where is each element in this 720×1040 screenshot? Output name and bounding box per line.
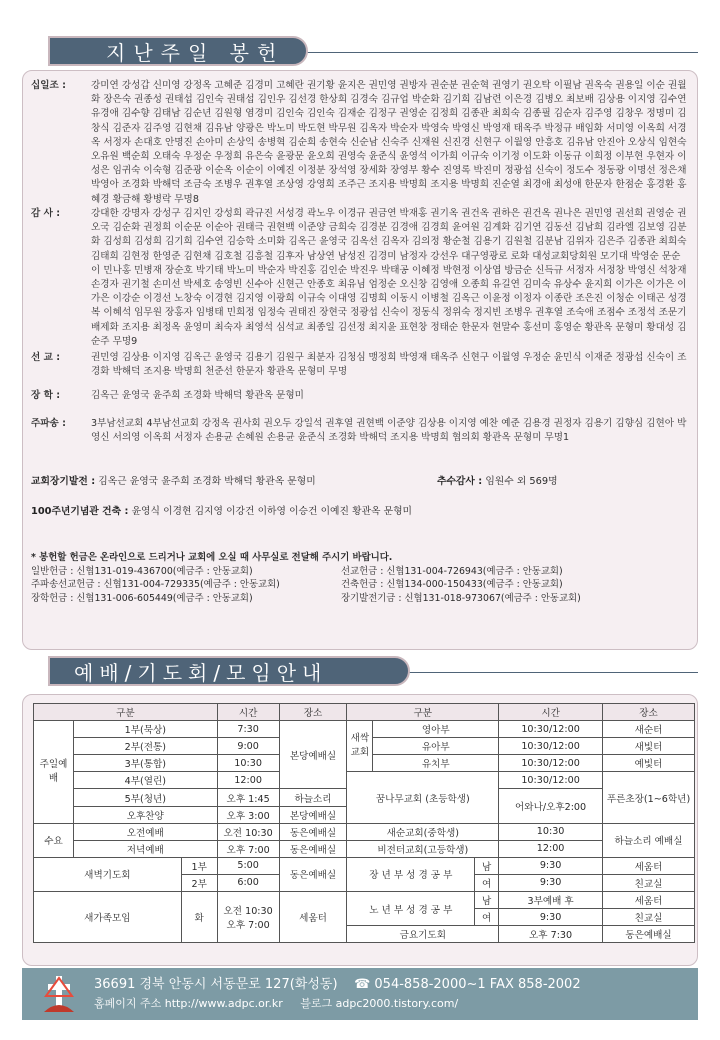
footer-contact <box>82 975 581 1013</box>
tithe-section <box>31 79 687 207</box>
dawn-part: 2부 <box>181 874 217 891</box>
church-logo-icon <box>22 968 82 1020</box>
footer-bar <box>22 968 698 1020</box>
schedule-panel <box>22 694 698 966</box>
service-time: 오후 3:00 <box>217 806 279 823</box>
dawn-prayer-label: 새벽기도회 <box>34 857 182 891</box>
sunday-worship-label: 주일예배 <box>34 721 74 824</box>
study-time: 3부예배 후 <box>499 892 603 909</box>
header-place: 장소 <box>279 704 347 721</box>
account-item: 선교헌금 : 신협131-004-726943(예금주 : 안동교회) <box>341 565 563 577</box>
dept-time: 12:00 <box>499 840 603 857</box>
dept-name: 유치부 <box>373 755 499 772</box>
tithe-label: 십일조 : <box>31 80 66 91</box>
tithe-names: 강미연 강성갑 신미영 강정옥 고혜준 김경미 고혜란 권기황 윤지은 권민영 권방자 권순분 권순혁 권영기 권오탁 이필남 권옥숙 권용일 이순 권월화 장은숙 권종성 권태섭 김인숙 권태섭 김인우 김선경 한상희 김경숙 김규업 박순화 김기희 김남련 이은경 김병오 최보배 김상용 이지영 김수연 유경애 김수향 김태남 김순년 김원형 염경미 김인숙 김인숙 김재순 김정구 권영순 김정희 김종관 최희숙 김종필 김순자 김주영 김창우 정명미 김창식 김준자 김주영 김현채 김유남 양광은 박노미 박도현 박무원 김옥자 박순자 박영숙 박영신 박영재 태옥주 박정규 배임화 서미영 이옥희 서경옥 서정자 손대호 안명진 손아미 손상익 송병혁 김순희 송현숙 신순남 신숙주 신재원 신진경 신현구 이월영 안흥호 김유남 안진아 오상식 임현숙 오유원 백순희 오태숙 우정순 우정희 유은숙 윤광문 윤오희 권영숙 윤준식 윤영석 이가희 이규숙 이기정 이도화 이동규 이희정 이부현 우현자 이성은 임귀숙 이숙형 김준광 이순옥 이순이 이예진 이정분 장석영 장세화 장영부 황수 진영록 박진미 정광섭 신숙이 정도수 정동광 이명선 정은채 박영아 조경화 박해덕 조금숙 조병우 권후열 조상영 강영희 조주근 조지용 박명희 조지용 박명희 진순열 최경애 최성애 한문자 한점순 홍경환 홍혜경 황금해 황병락 무명8 <box>91 80 687 205</box>
centennial-label: 100주년기념관 건축 : <box>31 506 129 517</box>
newcomer-place: 세움터 <box>279 892 347 943</box>
facility-line <box>31 475 687 489</box>
table-row <box>34 840 695 857</box>
schedule-section-title: 예배/기도회/모임안내 <box>48 656 410 686</box>
notice-head: * 봉헌할 헌금은 온라인으로 드리거나 교회에 오실 때 사무실로 전달해 주시기 바랍니다. <box>31 552 393 563</box>
homepage-link[interactable]: 홈페이지 주소 http://www.adpc.or.kr 블로그 adpc2000.tistory.com/ <box>94 997 459 1010</box>
account-item: 주파송선교헌금 : 신협131-004-729335(예금주 : 안동교회) <box>31 579 280 591</box>
facility-label: 교회장기발전 : <box>31 476 96 487</box>
dawn-time: 6:00 <box>217 874 279 891</box>
account-item: 장기발전기금 : 신협131-018-973067(예금주 : 안동교회) <box>341 592 581 604</box>
service-time: 오후 7:00 <box>217 840 279 857</box>
table-row <box>34 823 695 840</box>
thanks-label: 감 사 : <box>31 208 61 219</box>
header-time: 시간 <box>499 704 603 721</box>
study-place: 친교실 <box>603 909 695 926</box>
dept-name: 비전터교회(고등학생) <box>347 840 499 857</box>
mission-send-label: 주파송 : <box>31 418 66 429</box>
dawn-part: 1부 <box>181 857 217 874</box>
dept-time: 10:30/12:00 <box>499 738 603 755</box>
dept-name: 유아부 <box>373 738 499 755</box>
offering-panel <box>22 70 698 650</box>
study-place: 세움터 <box>603 892 695 909</box>
dept-name: 새순교회(중학생) <box>347 823 499 840</box>
dream-church-label: 꿈나무교회 (초등학생) <box>347 772 499 823</box>
centennial-line <box>31 505 687 519</box>
study-time: 9:30 <box>499 909 603 926</box>
study-place: 친교실 <box>603 874 695 891</box>
table-header-row <box>34 704 695 721</box>
phone-text: ☎ 054-858-2000~1 FAX 858-2002 <box>354 977 581 992</box>
mission-send-section <box>31 417 687 445</box>
mission-section <box>31 351 687 379</box>
scholarship-section <box>31 389 687 403</box>
service-time: 10:30 <box>217 755 279 772</box>
newcomer-meeting-label: 새가족모임 <box>34 892 182 943</box>
header-time: 시간 <box>217 704 279 721</box>
service-name: 오전예배 <box>73 823 217 840</box>
friday-time: 오후 7:30 <box>499 926 603 943</box>
service-place: 동은예배실 <box>279 840 347 857</box>
online-giving-notice <box>31 551 687 605</box>
dream-place: 푸른초장(1~6학년) <box>603 772 695 823</box>
dawn-place: 동은예배실 <box>279 857 347 891</box>
address-text: 36691 경북 안동시 서동문로 127(화성동) <box>94 977 338 992</box>
service-name: 1부(묵상) <box>73 721 217 738</box>
service-name: 5부(청년) <box>73 789 217 806</box>
account-list <box>31 565 687 606</box>
thanks-section <box>31 207 687 349</box>
account-item: 일반헌금 : 신협131-019-436700(예금주 : 안동교회) <box>31 565 253 577</box>
dept-place: 새순터 <box>603 721 695 738</box>
dream-time-awana: 어와나/오후2:00 <box>499 789 603 823</box>
dept-name: 영아부 <box>373 721 499 738</box>
header-category: 구분 <box>34 704 218 721</box>
sprouts-church-label: 새싹교회 <box>347 721 373 772</box>
service-time: 오전 10:30 <box>217 823 279 840</box>
service-name: 저녁예배 <box>73 840 217 857</box>
study-time: 9:30 <box>499 874 603 891</box>
account-item: 건축헌금 : 신협134-000-150433(예금주 : 안동교회) <box>341 579 563 591</box>
harvest-label: 추수감사 : <box>437 476 483 487</box>
dept-time: 10:30/12:00 <box>499 755 603 772</box>
dept-time: 10:30 <box>499 823 603 840</box>
newcomer-time: 오전 10:30 오후 7:00 <box>217 892 279 943</box>
table-row <box>34 857 695 874</box>
mission-label: 선 교 : <box>31 352 61 363</box>
title-rule <box>300 52 698 53</box>
service-time: 9:00 <box>217 738 279 755</box>
service-name: 3부(통합) <box>73 755 217 772</box>
scholarship-label: 장 학 : <box>31 390 61 401</box>
service-name: 오후찬양 <box>73 806 217 823</box>
scholarship-names: 김옥근 윤영국 윤주희 조경화 박해덕 황관옥 문형미 <box>91 390 304 401</box>
schedule-table <box>33 703 695 943</box>
account-item: 장학헌금 : 신협131-006-605449(예금주 : 안동교회) <box>31 592 253 604</box>
facility-names: 김옥근 윤영국 윤주희 조경화 박해덕 황관옥 문형미 <box>98 476 316 487</box>
study-time: 9:30 <box>499 857 603 874</box>
centennial-names: 윤영식 이경현 김지영 이강건 이하영 이승건 이예진 황관옥 문형미 <box>131 506 412 517</box>
table-row <box>34 772 695 789</box>
service-time: 12:00 <box>217 772 279 789</box>
service-place: 동은예배실 <box>279 823 347 840</box>
dept-place: 예빛터 <box>603 755 695 772</box>
dawn-time: 5:00 <box>217 857 279 874</box>
service-place: 하늘소리 <box>279 789 347 806</box>
thanks-names: 강대한 강명자 강성구 김지인 강성희 곽규진 서성경 곽노우 이경규 권금연 박재홍 권기옥 권건옥 권하은 권건옥 권나은 권민영 권선희 권영순 권오국 김순화 권정희 이순문 이순아 권태극 권현백 이준양 금희숙 김경분 김경애 김경희 윤여원 김계화 김기연 김동선 김남희 김라엘 김보영 김분화 김성희 김성희 김기희 김수연 김승학 소미화 김옥근 윤영국 김옥선 김옥자 김의정 황순철 김용기 김원철 김분남 김위자 김은주 김종관 최희숙 김태희 김현정 한영준 김현채 김호철 김흥철 김후자 남상연 남성진 김경미 남정자 강선우 대구영광로 로화 대성교회당회원 모기대 박영순 문순이 민나홍 민병재 장순호 박기태 박노미 박순자 박진홍 김인순 박진우 박태공 이혜정 박현정 이상엽 방금순 신득규 서정자 서정창 박영신 석창재 손경자 권기철 손미선 박세호 송영빈 신수아 신현근 안종호 최유님 엄정순 오신창 김영애 오종희 유길연 김미숙 유상수 윤지희 이가은 이가은 이가은 이강순 이경선 노창숙 이경현 김지영 이광희 이규숙 이대영 김명희 이동시 이병철 김옥근 이윤정 이정자 이종란 조은진 이청순 이태곤 성경복 이혜석 임무원 장홍자 임병태 민희정 임정숙 권태진 장현국 정광섭 신숙이 정동식 정위숙 정지빈 조병우 권후열 조숙애 조점수 조정석 조문기 배제화 조지용 최정옥 윤영미 최숙자 최영석 심석교 최종일 김선정 최지윤 표현창 정태순 한문자 현말수 홍선미 홍영순 황관옥 문형미 황대성 김순주 무명9 <box>91 208 687 347</box>
gender: 남 <box>475 857 499 874</box>
service-time: 7:30 <box>217 721 279 738</box>
gender: 여 <box>475 874 499 891</box>
service-name: 2부(전통) <box>73 738 217 755</box>
service-time: 오후 1:45 <box>217 789 279 806</box>
study-place: 세움터 <box>603 857 695 874</box>
service-name: 4부(열린) <box>73 772 217 789</box>
friday-prayer-label: 금요기도회 <box>347 926 499 943</box>
table-row <box>34 721 695 738</box>
mission-names: 권민영 김상용 이지영 김옥근 윤영국 김용기 김원구 최분자 김청심 맹정희 박영재 태옥주 신현구 이월영 우정순 윤민식 이재준 정광섭 신숙이 조경화 박해덕 조지용 박명희 천준선 한문자 황관옥 문형미 무명 <box>91 352 687 378</box>
mission-send-names: 3부남선교회 4부남선교회 강정옥 권사회 권오두 강일석 권후열 권현백 이준양 김상용 이지영 예찬 예준 김용경 권정자 김용기 김향심 김현아 박영신 서의영 이옥희 서정자 손용균 손혜원 손용균 윤준식 조경화 박해덕 조지용 박명희 협의회 황관옥 문형미 무명1 <box>91 418 687 444</box>
youth-place: 하늘소리 예배실 <box>603 823 695 857</box>
dream-time: 10:30/12:00 <box>499 772 603 789</box>
senior-study-label: 노 년 부 성 경 공 부 <box>347 892 475 926</box>
friday-place: 동은예배실 <box>603 926 695 943</box>
wednesday-label: 수요 <box>34 823 74 857</box>
newcomer-day: 화 <box>181 892 217 943</box>
dept-time: 10:30/12:00 <box>499 721 603 738</box>
young-adult-study-label: 장 년 부 성 경 공 부 <box>347 857 475 891</box>
harvest-names: 임원수 외 569명 <box>485 476 558 487</box>
table-row <box>34 892 695 909</box>
dept-place: 새빛터 <box>603 738 695 755</box>
header-place: 장소 <box>603 704 695 721</box>
header-category: 구분 <box>347 704 499 721</box>
gender: 남 <box>475 892 499 909</box>
sunday-place: 본당예배실 <box>279 721 347 789</box>
service-place: 본당예배실 <box>279 806 347 823</box>
offering-section-title: 지난주일 봉헌 <box>48 36 308 66</box>
gender: 여 <box>475 909 499 926</box>
title-rule <box>402 672 698 673</box>
